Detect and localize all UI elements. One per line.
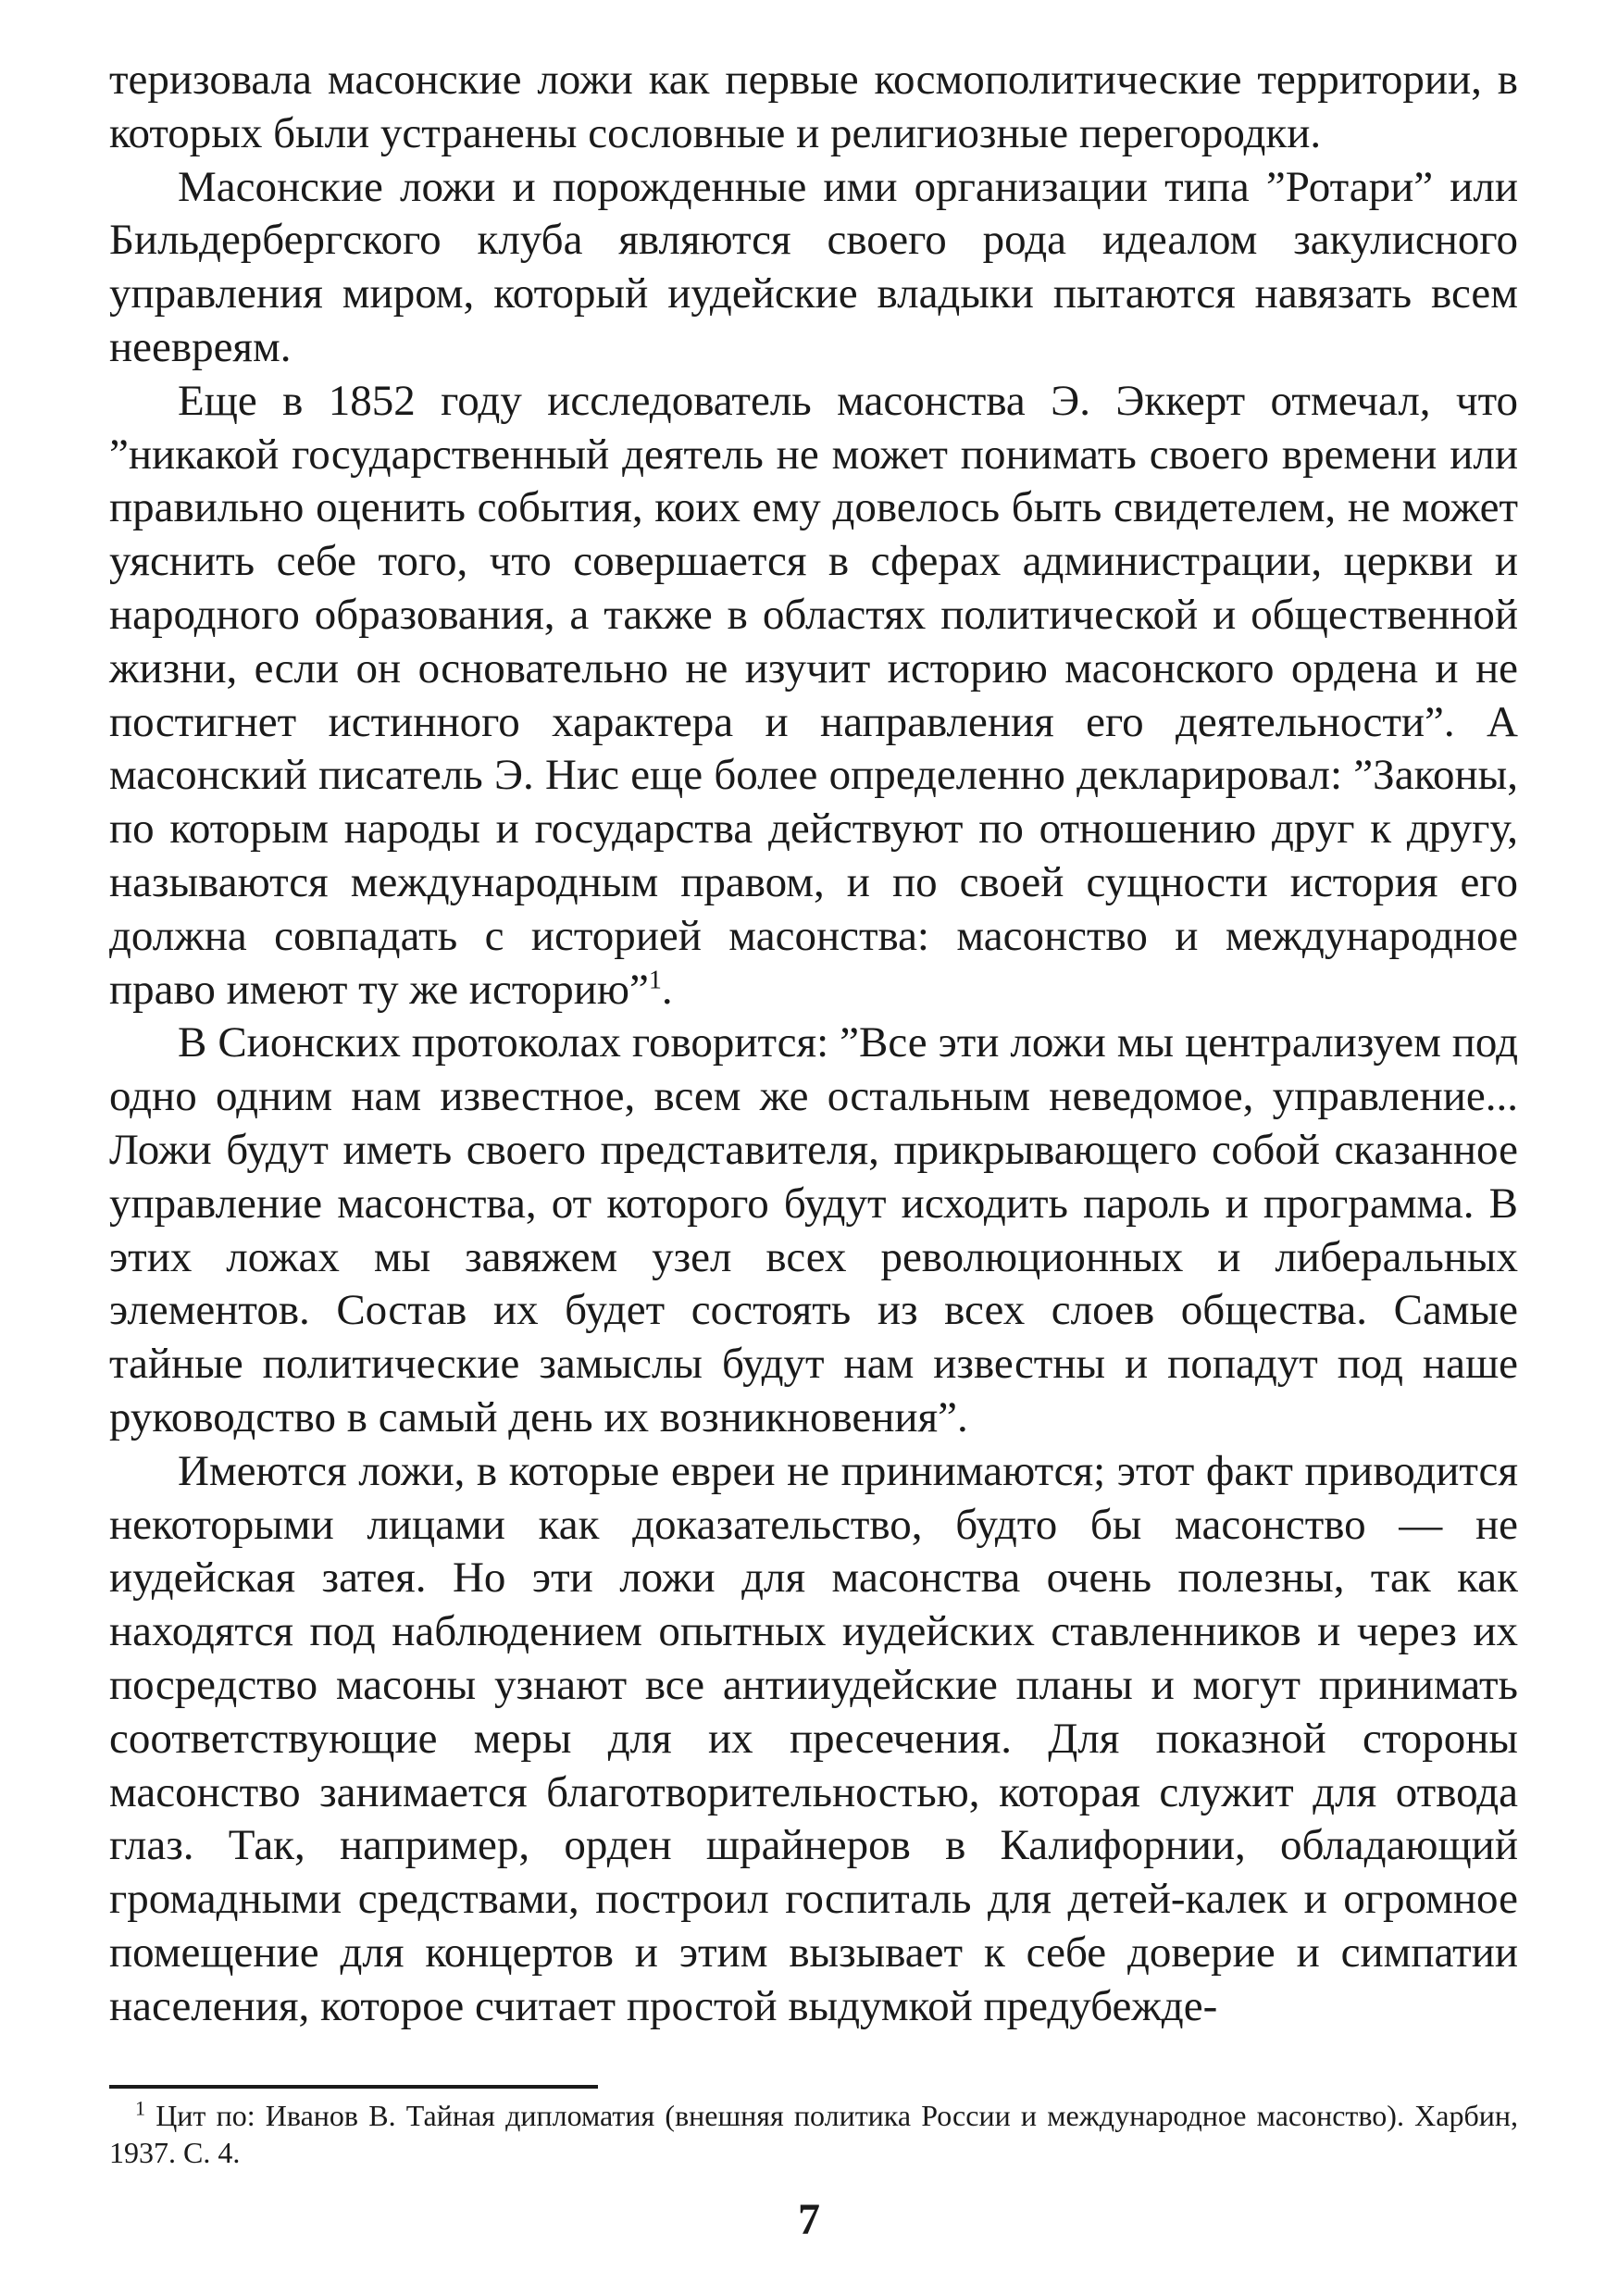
footnote-text: Цит по: Иванов В. Тайная дипломатия (внешняя политика России и международное масонство). Харбин, 1937. С. 4. <box>109 2099 1518 2169</box>
paragraph-eckert-text: Еще в 1852 году исследователь масонства Э. Эккерт отмечал, что ”никакой государственный деятель не может понимать своего времени или правильно оценить события, коих ему довелось быть свидетелем, не может уяснить себе того, что совершается в сферах администрации, церкви и народного образования, а также в областях политической и общественной жизни, если он основательно не изучит историю масонского ордена и не постигнет истинного характера и направления его деятельности”. А масонский писатель Э. Нис еще более определенно декларировал: ”Законы, по которым народы и государства действуют по отношению друг к другу, называются международным правом, и по своей сущности история его должна совпадать с историей масонства: масонство и международное право имеют ту же историю” <box>109 376 1518 1014</box>
paragraph-protocols: В Сионских протоколах говорится: ”Все эти ложи мы централизуем под одно одним нам известное, всем же остальным неведомое, управление... Ложи будут иметь своего представителя, прикрывающего собой сказанное управление масонства, от которого будут исходить пароль и программа. В этих ложах мы завяжем узел всех революционных и либеральных элементов. Состав их будет состоять из всех слоев общества. Самые тайные политические замыслы будут нам известны и попадут под наше руководство в самый день их возникновения”. <box>109 1018 1518 1441</box>
paragraph-eckert <box>109 375 1518 1017</box>
main-text-block <box>109 54 1518 2033</box>
footnote <box>109 2097 1518 2171</box>
footnote-reference: 1 <box>648 965 662 994</box>
paragraph-continued: теризовала масонские ложи как первые космополитические территории, в которых были устранены сословные и религиозные перегородки. <box>109 56 1518 157</box>
page-number: 7 <box>798 2195 820 2244</box>
paragraph-eckert-tail: . <box>661 965 673 1014</box>
paragraph-rotary: Масонские ложи и порожденные ими организации типа ”Ротари” или Бильдербергского клуба являются своего рода идеалом закулисного управления миром, который иудейские владыки пытаются навязать всем неевреям. <box>109 162 1518 371</box>
footnote-marker: 1 <box>135 2096 145 2120</box>
paragraph-lodges: Имеются ложи, в которые евреи не принимаются; этот факт приводится некоторыми лицами как доказательство, будто бы масонство — не иудейская затея. Но эти ложи для масонства очень полезны, так как находятся под наблюдением опытных иудейских ставленников и через их посредство масоны узнают все антииудейские планы и могут принимать соответствующие меры для их пресечения. Для показной стороны масонство занимается благотворительностью, которая служит для отвода глаз. Так, например, орден шрайнеров в Калифорнии, обладающий громадными средствами, построил госпиталь для детей-калек и огромное помещение для концертов и этим вызывает к себе доверие и симпатии населения, которое считает простой выдумкой предубежде- <box>109 1446 1518 2030</box>
footnote-divider <box>109 2085 598 2089</box>
